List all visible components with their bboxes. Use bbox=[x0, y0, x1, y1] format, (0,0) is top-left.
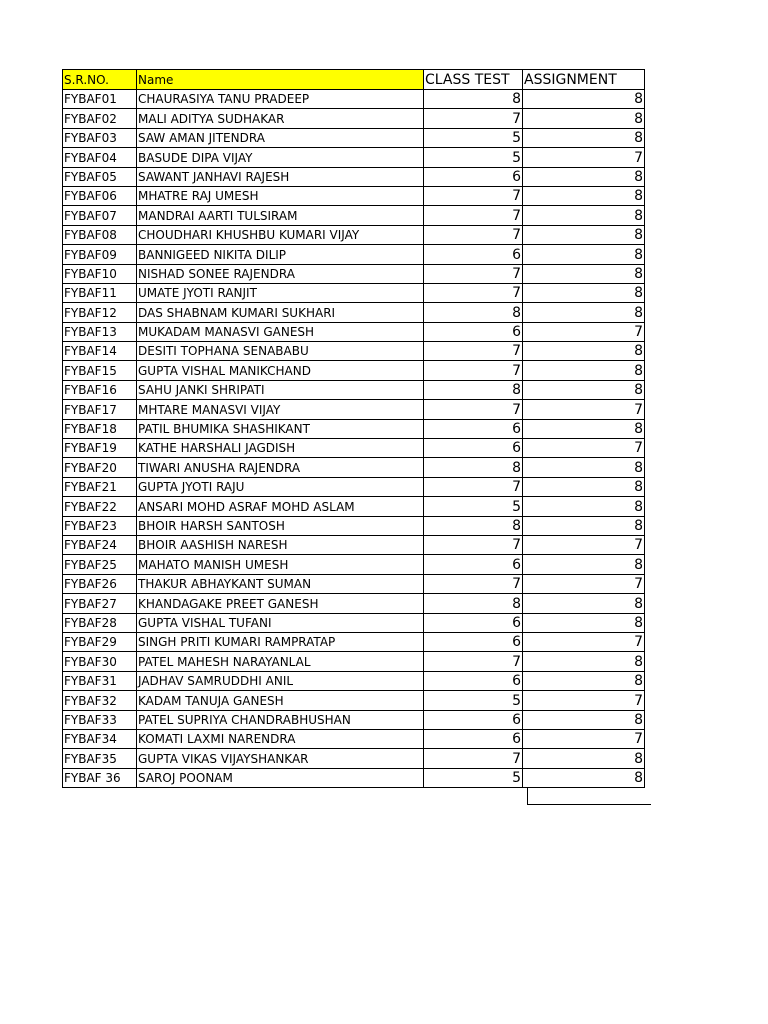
cell-name[interactable]: MANDRAI AARTI TULSIRAM bbox=[137, 206, 424, 225]
cell-name[interactable]: GUPTA VIKAS VIJAYSHANKAR bbox=[137, 749, 424, 768]
header-name[interactable]: Name bbox=[137, 70, 424, 90]
cell-assignment[interactable]: 7 bbox=[523, 691, 645, 710]
cell-assignment[interactable]: 8 bbox=[523, 458, 645, 477]
cell-sr-no[interactable]: FYBAF26 bbox=[63, 574, 137, 593]
cell-class-test[interactable]: 5 bbox=[424, 497, 523, 516]
cell-sr-no[interactable]: FYBAF27 bbox=[63, 594, 137, 613]
table-row bbox=[63, 245, 645, 264]
cell-name[interactable]: PATEL MAHESH NARAYANLAL bbox=[137, 652, 424, 671]
table-row bbox=[63, 148, 645, 167]
cell-sr-no[interactable]: FYBAF17 bbox=[63, 400, 137, 419]
table-row bbox=[63, 361, 645, 380]
cell-class-test[interactable]: 6 bbox=[424, 632, 523, 651]
cell-sr-no[interactable]: FYBAF12 bbox=[63, 303, 137, 322]
cell-name[interactable]: SAWANT JANHAVI RAJESH bbox=[137, 167, 424, 186]
cell-sr-no[interactable]: FYBAF35 bbox=[63, 749, 137, 768]
table-row bbox=[63, 380, 645, 399]
table-row bbox=[63, 632, 645, 651]
cell-class-test[interactable]: 6 bbox=[424, 419, 523, 438]
cell-name[interactable]: MHATRE RAJ UMESH bbox=[137, 186, 424, 205]
table-row bbox=[63, 555, 645, 574]
cell-name[interactable]: KADAM TANUJA GANESH bbox=[137, 691, 424, 710]
header-assignment[interactable]: ASSIGNMENT bbox=[523, 70, 645, 90]
cell-name[interactable]: GUPTA JYOTI RAJU bbox=[137, 477, 424, 496]
cell-class-test[interactable]: 8 bbox=[424, 516, 523, 535]
cell-sr-no[interactable]: FYBAF18 bbox=[63, 419, 137, 438]
cell-sr-no[interactable]: FYBAF25 bbox=[63, 555, 137, 574]
cell-assignment[interactable]: 7 bbox=[523, 439, 645, 458]
table-row bbox=[63, 477, 645, 496]
cell-class-test[interactable]: 7 bbox=[424, 283, 523, 302]
cell-name[interactable]: GUPTA VISHAL TUFANI bbox=[137, 613, 424, 632]
cell-name[interactable]: SINGH PRITI KUMARI RAMPRATAP bbox=[137, 632, 424, 651]
cell-class-test[interactable]: 6 bbox=[424, 613, 523, 632]
cell-assignment[interactable]: 8 bbox=[523, 342, 645, 361]
cell-name[interactable]: MALI ADITYA SUDHAKAR bbox=[137, 109, 424, 128]
cell-name[interactable]: CHOUDHARI KHUSHBU KUMARI VIJAY bbox=[137, 225, 424, 244]
table-row bbox=[63, 652, 645, 671]
cell-sr-no[interactable]: FYBAF09 bbox=[63, 245, 137, 264]
cell-class-test[interactable]: 7 bbox=[424, 400, 523, 419]
cell-name[interactable]: PATEL SUPRIYA CHANDRABHUSHAN bbox=[137, 710, 424, 729]
cell-class-test[interactable]: 7 bbox=[424, 652, 523, 671]
cell-assignment[interactable]: 7 bbox=[523, 400, 645, 419]
cell-class-test[interactable]: 7 bbox=[424, 225, 523, 244]
cell-sr-no[interactable]: FYBAF10 bbox=[63, 264, 137, 283]
cell-class-test[interactable]: 6 bbox=[424, 245, 523, 264]
cell-sr-no[interactable]: FYBAF22 bbox=[63, 497, 137, 516]
table-row bbox=[63, 710, 645, 729]
cell-name[interactable]: BHOIR AASHISH NARESH bbox=[137, 535, 424, 554]
cell-assignment[interactable]: 8 bbox=[523, 380, 645, 399]
cell-class-test[interactable]: 7 bbox=[424, 342, 523, 361]
table-row bbox=[63, 264, 645, 283]
cell-name[interactable]: MHTARE MANASVI VIJAY bbox=[137, 400, 424, 419]
table-row bbox=[63, 691, 645, 710]
cell-sr-no[interactable]: FYBAF20 bbox=[63, 458, 137, 477]
cell-sr-no[interactable]: FYBAF16 bbox=[63, 380, 137, 399]
cell-name[interactable]: SAROJ POONAM bbox=[137, 768, 424, 787]
table-row bbox=[63, 516, 645, 535]
cell-assignment[interactable]: 8 bbox=[523, 477, 645, 496]
cell-class-test[interactable]: 7 bbox=[424, 477, 523, 496]
cell-assignment[interactable]: 8 bbox=[523, 555, 645, 574]
table-row bbox=[63, 206, 645, 225]
cell-assignment[interactable]: 8 bbox=[523, 167, 645, 186]
cell-class-test[interactable]: 5 bbox=[424, 148, 523, 167]
cell-assignment[interactable]: 8 bbox=[523, 671, 645, 690]
cell-name[interactable]: DESITI TOPHANA SENABABU bbox=[137, 342, 424, 361]
table-row bbox=[63, 671, 645, 690]
table-row bbox=[63, 574, 645, 593]
cell-assignment[interactable]: 8 bbox=[523, 109, 645, 128]
cell-name[interactable]: PATIL BHUMIKA SHASHIKANT bbox=[137, 419, 424, 438]
header-class-test[interactable]: CLASS TEST bbox=[424, 70, 523, 90]
cell-class-test[interactable]: 7 bbox=[424, 206, 523, 225]
table-row bbox=[63, 400, 645, 419]
table-row bbox=[63, 594, 645, 613]
cell-assignment[interactable]: 8 bbox=[523, 749, 645, 768]
cell-sr-no[interactable]: FYBAF34 bbox=[63, 729, 137, 748]
table-row bbox=[63, 303, 645, 322]
cell-name[interactable]: BANNIGEED NIKITA DILIP bbox=[137, 245, 424, 264]
cell-sr-no[interactable]: FYBAF07 bbox=[63, 206, 137, 225]
table-row bbox=[63, 186, 645, 205]
cell-name[interactable]: KOMATI LAXMI NARENDRA bbox=[137, 729, 424, 748]
cell-sr-no[interactable]: FYBAF32 bbox=[63, 691, 137, 710]
cell-class-test[interactable]: 5 bbox=[424, 128, 523, 147]
table-row bbox=[63, 283, 645, 302]
cell-sr-no[interactable]: FYBAF14 bbox=[63, 342, 137, 361]
cell-sr-no[interactable]: FYBAF05 bbox=[63, 167, 137, 186]
cell-assignment[interactable]: 8 bbox=[523, 225, 645, 244]
cell-name[interactable]: CHAURASIYA TANU PRADEEP bbox=[137, 90, 424, 109]
cell-sr-no[interactable]: FYBAF03 bbox=[63, 128, 137, 147]
cell-name[interactable]: MUKADAM MANASVI GANESH bbox=[137, 322, 424, 341]
table-row bbox=[63, 342, 645, 361]
header-sr-no[interactable]: S.R.NO. bbox=[63, 70, 137, 90]
cell-sr-no[interactable]: FYBAF33 bbox=[63, 710, 137, 729]
cell-sr-no[interactable]: FYBAF11 bbox=[63, 283, 137, 302]
cell-assignment[interactable]: 8 bbox=[523, 128, 645, 147]
cell-sr-no[interactable]: FYBAF30 bbox=[63, 652, 137, 671]
cell-assignment[interactable]: 8 bbox=[523, 206, 645, 225]
cell-sr-no[interactable]: FYBAF01 bbox=[63, 90, 137, 109]
cell-name[interactable]: DAS SHABNAM KUMARI SUKHARI bbox=[137, 303, 424, 322]
table-row bbox=[63, 497, 645, 516]
cell-assignment[interactable]: 8 bbox=[523, 90, 645, 109]
cell-assignment[interactable]: 8 bbox=[523, 594, 645, 613]
cell-assignment[interactable]: 7 bbox=[523, 535, 645, 554]
cell-sr-no[interactable]: FYBAF08 bbox=[63, 225, 137, 244]
cell-sr-no[interactable]: FYBAF06 bbox=[63, 186, 137, 205]
cell-class-test[interactable]: 6 bbox=[424, 671, 523, 690]
cell-sr-no[interactable]: FYBAF23 bbox=[63, 516, 137, 535]
cell-class-test[interactable]: 5 bbox=[424, 691, 523, 710]
cell-assignment[interactable]: 8 bbox=[523, 361, 645, 380]
table-row bbox=[63, 439, 645, 458]
cell-class-test[interactable]: 6 bbox=[424, 729, 523, 748]
cell-assignment[interactable]: 8 bbox=[523, 419, 645, 438]
table-row bbox=[63, 90, 645, 109]
cell-name[interactable]: NISHAD SONEE RAJENDRA bbox=[137, 264, 424, 283]
cell-sr-no[interactable]: FYBAF 36 bbox=[63, 768, 137, 787]
table-row bbox=[63, 458, 645, 477]
cell-assignment[interactable]: 8 bbox=[523, 283, 645, 302]
table-row bbox=[63, 613, 645, 632]
cell-class-test[interactable]: 6 bbox=[424, 322, 523, 341]
cell-class-test[interactable]: 8 bbox=[424, 594, 523, 613]
cell-assignment[interactable]: 8 bbox=[523, 652, 645, 671]
table-row bbox=[63, 535, 645, 554]
marks-table bbox=[62, 69, 645, 788]
cell-name[interactable]: GUPTA VISHAL MANIKCHAND bbox=[137, 361, 424, 380]
cell-name[interactable]: BASUDE DIPA VIJAY bbox=[137, 148, 424, 167]
cell-name[interactable]: JADHAV SAMRUDDHI ANIL bbox=[137, 671, 424, 690]
cell-name[interactable]: TIWARI ANUSHA RAJENDRA bbox=[137, 458, 424, 477]
cell-class-test[interactable]: 7 bbox=[424, 574, 523, 593]
cell-sr-no[interactable]: FYBAF21 bbox=[63, 477, 137, 496]
cell-assignment[interactable]: 8 bbox=[523, 245, 645, 264]
cell-sr-no[interactable]: FYBAF29 bbox=[63, 632, 137, 651]
cell-class-test[interactable]: 7 bbox=[424, 109, 523, 128]
cell-name[interactable]: SAW AMAN JITENDRA bbox=[137, 128, 424, 147]
cell-class-test[interactable]: 8 bbox=[424, 90, 523, 109]
table-row bbox=[63, 109, 645, 128]
cell-assignment[interactable]: 7 bbox=[523, 632, 645, 651]
cell-name[interactable]: UMATE JYOTI RANJIT bbox=[137, 283, 424, 302]
table-row bbox=[63, 419, 645, 438]
table-row bbox=[63, 729, 645, 748]
table-row bbox=[63, 322, 645, 341]
cell-assignment[interactable]: 8 bbox=[523, 303, 645, 322]
cell-class-test[interactable]: 8 bbox=[424, 303, 523, 322]
cell-class-test[interactable]: 7 bbox=[424, 535, 523, 554]
cell-assignment[interactable]: 8 bbox=[523, 186, 645, 205]
cell-assignment[interactable]: 7 bbox=[523, 148, 645, 167]
cell-class-test[interactable]: 5 bbox=[424, 768, 523, 787]
cell-sr-no[interactable]: FYBAF02 bbox=[63, 109, 137, 128]
cell-sr-no[interactable]: FYBAF28 bbox=[63, 613, 137, 632]
cell-sr-no[interactable]: FYBAF15 bbox=[63, 361, 137, 380]
empty-cell[interactable] bbox=[527, 787, 651, 805]
table-body bbox=[63, 90, 645, 788]
table-row bbox=[63, 749, 645, 768]
cell-sr-no[interactable]: FYBAF24 bbox=[63, 535, 137, 554]
cell-assignment[interactable]: 7 bbox=[523, 729, 645, 748]
cell-name[interactable]: THAKUR ABHAYKANT SUMAN bbox=[137, 574, 424, 593]
cell-assignment[interactable]: 7 bbox=[523, 574, 645, 593]
cell-sr-no[interactable]: FYBAF04 bbox=[63, 148, 137, 167]
table-row bbox=[63, 225, 645, 244]
cell-class-test[interactable]: 7 bbox=[424, 361, 523, 380]
table-row bbox=[63, 128, 645, 147]
cell-class-test[interactable]: 7 bbox=[424, 749, 523, 768]
cell-assignment[interactable]: 8 bbox=[523, 516, 645, 535]
cell-name[interactable]: KATHE HARSHALI JAGDISH bbox=[137, 439, 424, 458]
cell-class-test[interactable]: 7 bbox=[424, 186, 523, 205]
cell-assignment[interactable]: 8 bbox=[523, 768, 645, 787]
cell-sr-no[interactable]: FYBAF19 bbox=[63, 439, 137, 458]
cell-class-test[interactable]: 6 bbox=[424, 555, 523, 574]
cell-sr-no[interactable]: FYBAF13 bbox=[63, 322, 137, 341]
cell-name[interactable]: BHOIR HARSH SANTOSH bbox=[137, 516, 424, 535]
table-row bbox=[63, 167, 645, 186]
cell-sr-no[interactable]: FYBAF31 bbox=[63, 671, 137, 690]
cell-name[interactable]: SAHU JANKI SHRIPATI bbox=[137, 380, 424, 399]
cell-class-test[interactable]: 6 bbox=[424, 167, 523, 186]
cell-assignment[interactable]: 8 bbox=[523, 613, 645, 632]
cell-class-test[interactable]: 8 bbox=[424, 458, 523, 477]
cell-class-test[interactable]: 8 bbox=[424, 380, 523, 399]
header-row bbox=[63, 70, 645, 90]
cell-name[interactable]: MAHATO MANISH UMESH bbox=[137, 555, 424, 574]
cell-assignment[interactable]: 7 bbox=[523, 322, 645, 341]
cell-name[interactable]: KHANDAGAKE PREET GANESH bbox=[137, 594, 424, 613]
cell-class-test[interactable]: 6 bbox=[424, 710, 523, 729]
cell-assignment[interactable]: 8 bbox=[523, 710, 645, 729]
table-row bbox=[63, 768, 645, 787]
cell-assignment[interactable]: 8 bbox=[523, 264, 645, 283]
cell-name[interactable]: ANSARI MOHD ASRAF MOHD ASLAM bbox=[137, 497, 424, 516]
cell-class-test[interactable]: 7 bbox=[424, 264, 523, 283]
cell-class-test[interactable]: 6 bbox=[424, 439, 523, 458]
cell-assignment[interactable]: 8 bbox=[523, 497, 645, 516]
